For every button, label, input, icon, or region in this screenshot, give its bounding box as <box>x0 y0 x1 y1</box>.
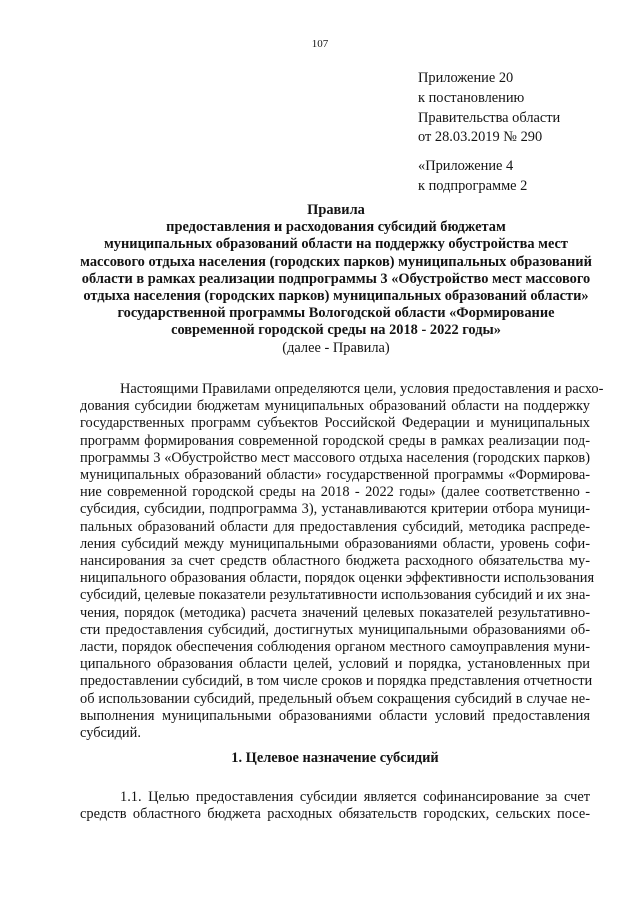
paragraph-line: пальных образований области для предоставления субсидий, методика распреде- <box>80 518 590 535</box>
appendix-line: Приложение 20 <box>418 70 514 86</box>
title-line: предоставления и расходования субсидий бюджетам <box>166 219 506 236</box>
paragraph-line: ниципального образования области, порядок оценки эффективности использования <box>80 570 595 587</box>
paragraph-line: субсидий. <box>80 725 141 742</box>
appendix-line: к постановлению <box>418 89 525 106</box>
paragraph-line: нансирования за счет средств областного бюджета расходного обязательства му- <box>80 553 590 570</box>
title-line: отдыха населения (городских парков) муниципальных образований области» <box>83 288 589 305</box>
paragraph-line: чения, порядок (методика) расчета значений целевых показателей результативно- <box>80 604 590 621</box>
subprogram-appendix-reference <box>418 157 527 197</box>
title-line: массового отдыха населения (городских парков) муниципальных образований <box>80 253 592 270</box>
paragraph-line: выполнения муниципальными образованиями области условий предоставления <box>80 707 590 724</box>
paragraph-line: программы 3 «Обустройство мест массового отдыха населения (городских парков) <box>80 449 590 466</box>
appendix-line: Правительства области <box>418 109 561 126</box>
paragraph-line: средств областного бюджета расходных обязательств городских, сельских посе- <box>80 806 590 823</box>
paragraph-line: ления субсидий между муниципальными образованиями области, уровень софи- <box>80 535 590 552</box>
appendix-line: от 28.03.2019 № 290 <box>418 129 543 146</box>
page-number: 107 <box>311 38 329 50</box>
paragraph-line: 1.1. Целью предоставления субсидии является софинансирование за счет <box>120 789 590 805</box>
document-title <box>60 202 612 357</box>
appendix-line: к подпрограмме 2 <box>418 177 528 194</box>
paragraph-line: государственных программ субъектов Российской Федерации и муниципальных <box>80 415 590 432</box>
paragraph-line: об использовании субсидий, предельный объем сокращения субсидий в случае не- <box>80 690 590 707</box>
title-note: (далее - Правила) <box>282 339 390 356</box>
paragraph-line: субсидия, субсидии, подпрограмма 3), устанавливаются критерии отбора муници- <box>80 501 590 518</box>
paragraph-line: дования субсидии бюджетам муниципальных образований области на поддержку <box>80 398 590 415</box>
paragraph-line: Настоящими Правилами определяются цели, условия предоставления и расхо- <box>120 381 604 397</box>
paragraph-line: программ формирования современной городской среды в рамках реализации под- <box>80 432 590 449</box>
paragraph-line: муниципальных образований области» государственной программы «Формирова- <box>80 467 590 484</box>
title-line: государственной программы Вологодской области «Формирование <box>117 305 555 322</box>
paragraph-line: ние современной городской среды на 2018 - 2022 годы» (далее соответственно - <box>80 484 590 501</box>
paragraph-line: ласти, порядок обеспечения соблюдения органом местного самоуправления муни- <box>80 639 590 656</box>
paragraph-line: сти предоставления субсидий, достигнутых муниципальными образованиями об- <box>80 621 590 638</box>
paragraph-line: ципального образования области целей, условий и порядка, установленных при <box>80 656 590 673</box>
title-line: муниципальных образований области на поддержку обустройства мест <box>104 236 568 253</box>
title-line: области в рамках реализации подпрограммы 3 «Обустройство мест массового <box>81 270 591 287</box>
paragraph-line: предоставлении субсидий, в том числе сроков и порядка представления отчетности <box>80 673 593 690</box>
section-heading: 1. Целевое назначение субсидий <box>231 750 439 766</box>
appendix-reference <box>418 69 560 148</box>
paragraph-line: субсидий, целевые показатели результативности использования субсидий и их зна- <box>80 587 591 604</box>
title-line: современной городской среды на 2018 - 2022 годы» <box>171 322 501 339</box>
clause-1-1 <box>80 789 590 823</box>
intro-paragraph <box>80 381 604 742</box>
title-heading: Правила <box>307 202 365 218</box>
appendix-line: «Приложение 4 <box>418 158 514 174</box>
